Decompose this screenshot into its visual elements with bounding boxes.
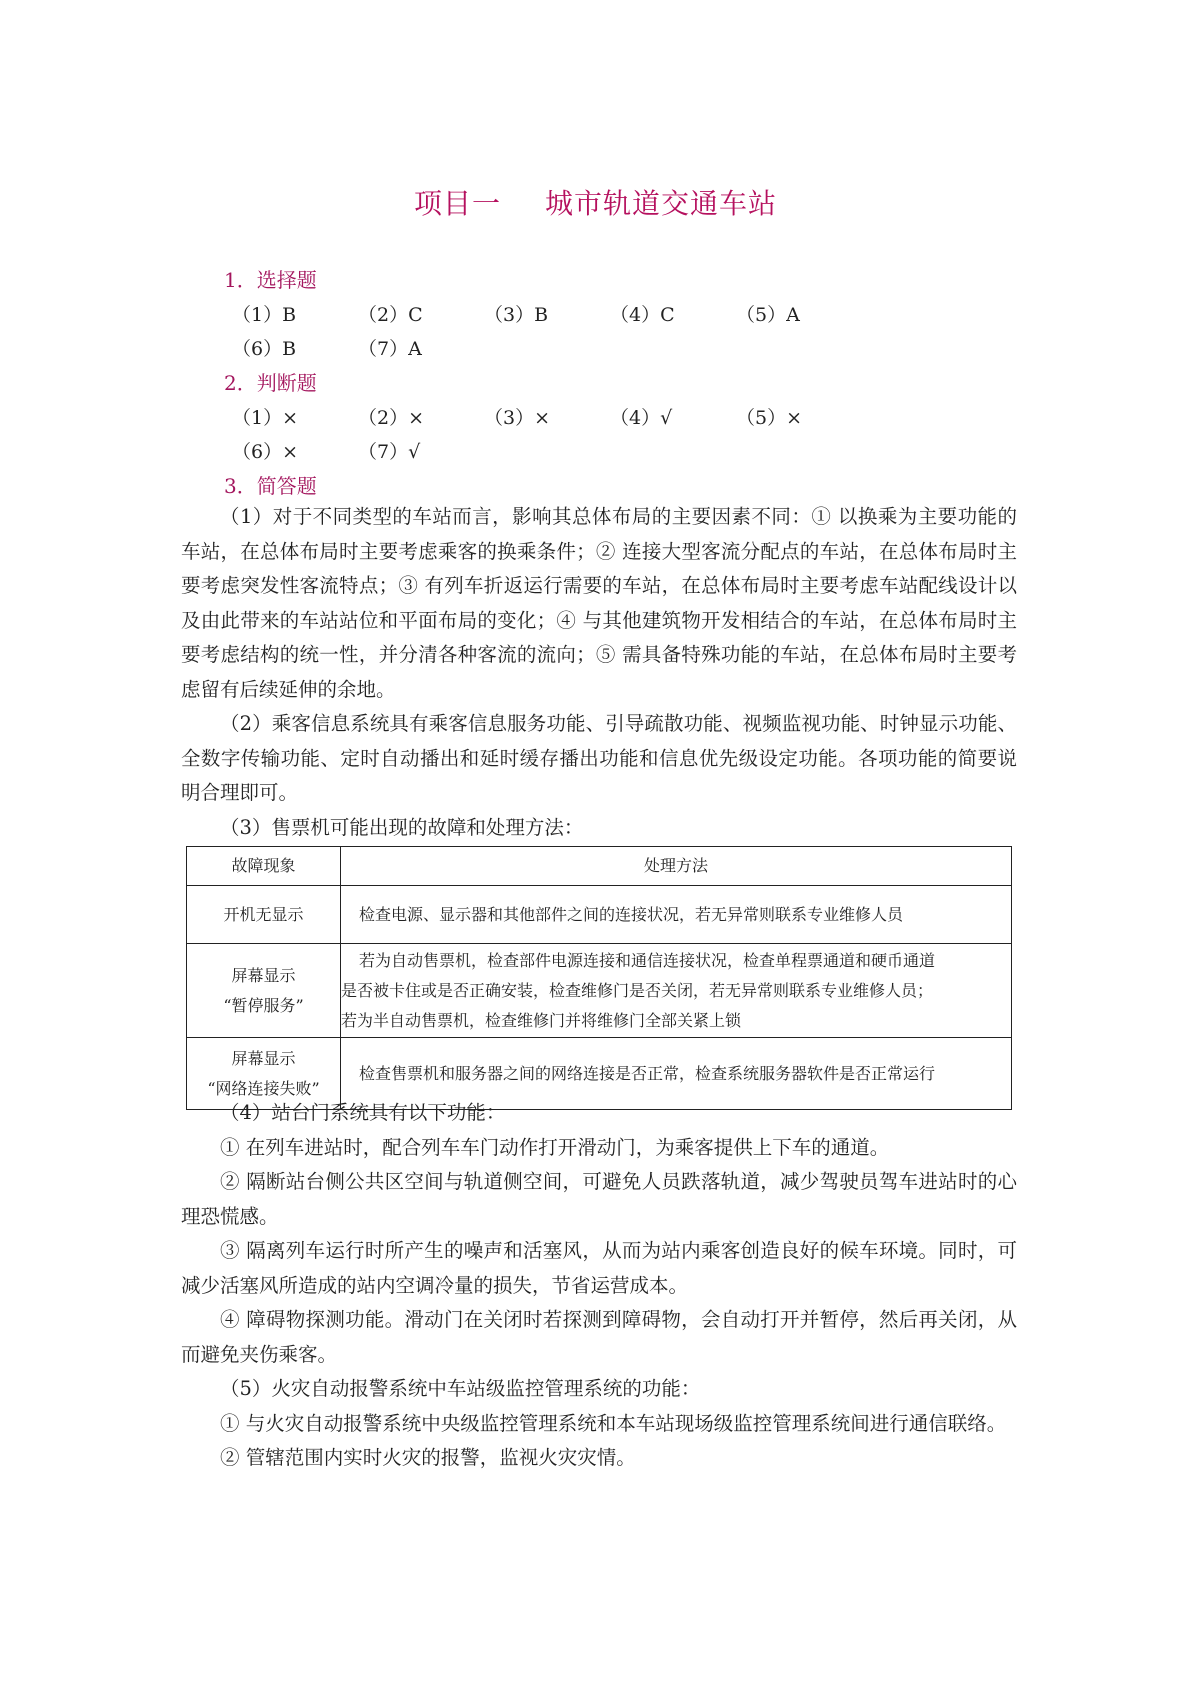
- answer-q5-intro: （5）火灾自动报警系统中车站级监控管理系统的功能：: [220, 1377, 701, 1400]
- answer: （1）B: [232, 304, 297, 326]
- section-heading-short: 3．简答题: [224, 474, 317, 498]
- table-header: 故障现象: [187, 847, 341, 886]
- symptom-text: 屏幕显示: [231, 965, 296, 985]
- answer: （2）×: [358, 407, 425, 429]
- table-cell-symptom: [187, 886, 341, 944]
- answer-q5-item: ② 管辖范围内实时火灾的报警，监视火灾灾情。: [220, 1446, 636, 1469]
- answer-block-q4-q5: [181, 1096, 1017, 1476]
- method-line: 若为自动售票机，检查部件电源连接和通信连接状况，检查单程票通道和硬币通道: [359, 950, 936, 970]
- fault-table: [186, 846, 1012, 1110]
- answer-q4-item: ④ 障碍物探测功能。滑动门在关闭时若探测到障碍物，会自动打开并暂停，然后再关闭，从而避免夹伤乘客。: [181, 1308, 1017, 1366]
- answer: （5）A: [736, 304, 800, 326]
- answer-q3-intro: （3）售票机可能出现的故障和处理方法：: [220, 815, 584, 839]
- title-part1: 项目一: [413, 187, 501, 220]
- symptom-text: 开机无显示: [223, 904, 304, 924]
- symptom-text: “暂停服务”: [223, 995, 304, 1015]
- answer: （3）×: [484, 407, 551, 429]
- answer-q1: （1）对于不同类型的车站而言，影响其总体布局的主要因素不同：① 以换乘为主要功能的车站，在总体布局时主要考虑乘客的换乘条件；② 连接大型客流分配点的车站，在总体布局时主要考虑突发性客流特点；③ 有列车折返运行需要的车站，在总体布局时主要考虑车站配线设计以及由此带来的车站站位和平面布局的变化；④ 与其他建筑物开发相结合的车站，在总体布局时主要考虑结构的统一性，并分清各种客流的流向；⑤ 需具备特殊功能的车站，在总体布局时主要考虑留有后续延伸的余地。: [181, 505, 1017, 701]
- answer-q2: （2）乘客信息系统具有乘客信息服务功能、引导疏散功能、视频监视功能、时钟显示功能、全数字传输功能、定时自动播出和延时缓存播出功能和信息优先级设定功能。各项功能的简要说明合理即可。: [181, 712, 1017, 804]
- section-heading-judge: 2．判断题: [224, 371, 317, 395]
- title-part2: 城市轨道交通车站: [545, 187, 778, 220]
- table-row: [187, 944, 1012, 1038]
- table-row: [187, 886, 1012, 944]
- answer-q4-intro: （4）站台门系统具有以下功能：: [220, 1101, 506, 1124]
- symptom-text: “网络连接失败”: [207, 1078, 320, 1098]
- answer-q4-item: ③ 隔离列车运行时所产生的噪声和活塞风，从而为站内乘客创造良好的候车环境。同时，可减少活塞风所造成的站内空调冷量的损失，节省运营成本。: [181, 1239, 1017, 1297]
- table-header-row: [187, 847, 1012, 886]
- answer: （7）A: [358, 338, 422, 360]
- symptom-text: 屏幕显示: [231, 1048, 296, 1068]
- answer: （4）√: [610, 407, 673, 429]
- answer: （7）√: [358, 441, 421, 463]
- answer-block-q1-q3: [181, 500, 1017, 845]
- answer: （1）×: [232, 407, 299, 429]
- table-cell-method: 检查电源、显示器和其他部件之间的连接状况，若无异常则联系专业维修人员: [341, 886, 1012, 944]
- answer-q4-item: ① 在列车进站时，配合列车车门动作打开滑动门，为乘客提供上下车的通道。: [220, 1135, 890, 1159]
- answer: （4）C: [610, 304, 675, 326]
- method-line: 是否被卡住或是否正确安装，检查维修门是否关闭，若无异常则联系专业维修人员；: [341, 980, 934, 1000]
- method-line: 若为半自动售票机，检查维修门并将维修门全部关紧上锁: [341, 1010, 742, 1030]
- page-title: [0, 182, 1191, 222]
- table-cell-method: 检查售票机和服务器之间的网络连接是否正常，检查系统服务器软件是否正常运行: [341, 1038, 1012, 1110]
- table-header: 处理方法: [341, 847, 1012, 886]
- section-heading-choice: 1．选择题: [224, 268, 317, 292]
- answer-q4-item: ② 隔断站台侧公共区空间与轨道侧空间，可避免人员跌落轨道，减少驾驶员驾车进站时的心理恐慌感。: [181, 1170, 1017, 1228]
- answer: （2）C: [358, 304, 423, 326]
- answer: （6）×: [232, 441, 299, 463]
- answer: （3）B: [484, 304, 549, 326]
- table-cell-symptom: [187, 944, 341, 1038]
- answer: （5）×: [736, 407, 803, 429]
- answer: （6）B: [232, 338, 297, 360]
- answer-q5-item: ① 与火灾自动报警系统中央级监控管理系统和本车站现场级监控管理系统间进行通信联络。: [220, 1411, 1007, 1435]
- table-cell-method: [341, 944, 1012, 1038]
